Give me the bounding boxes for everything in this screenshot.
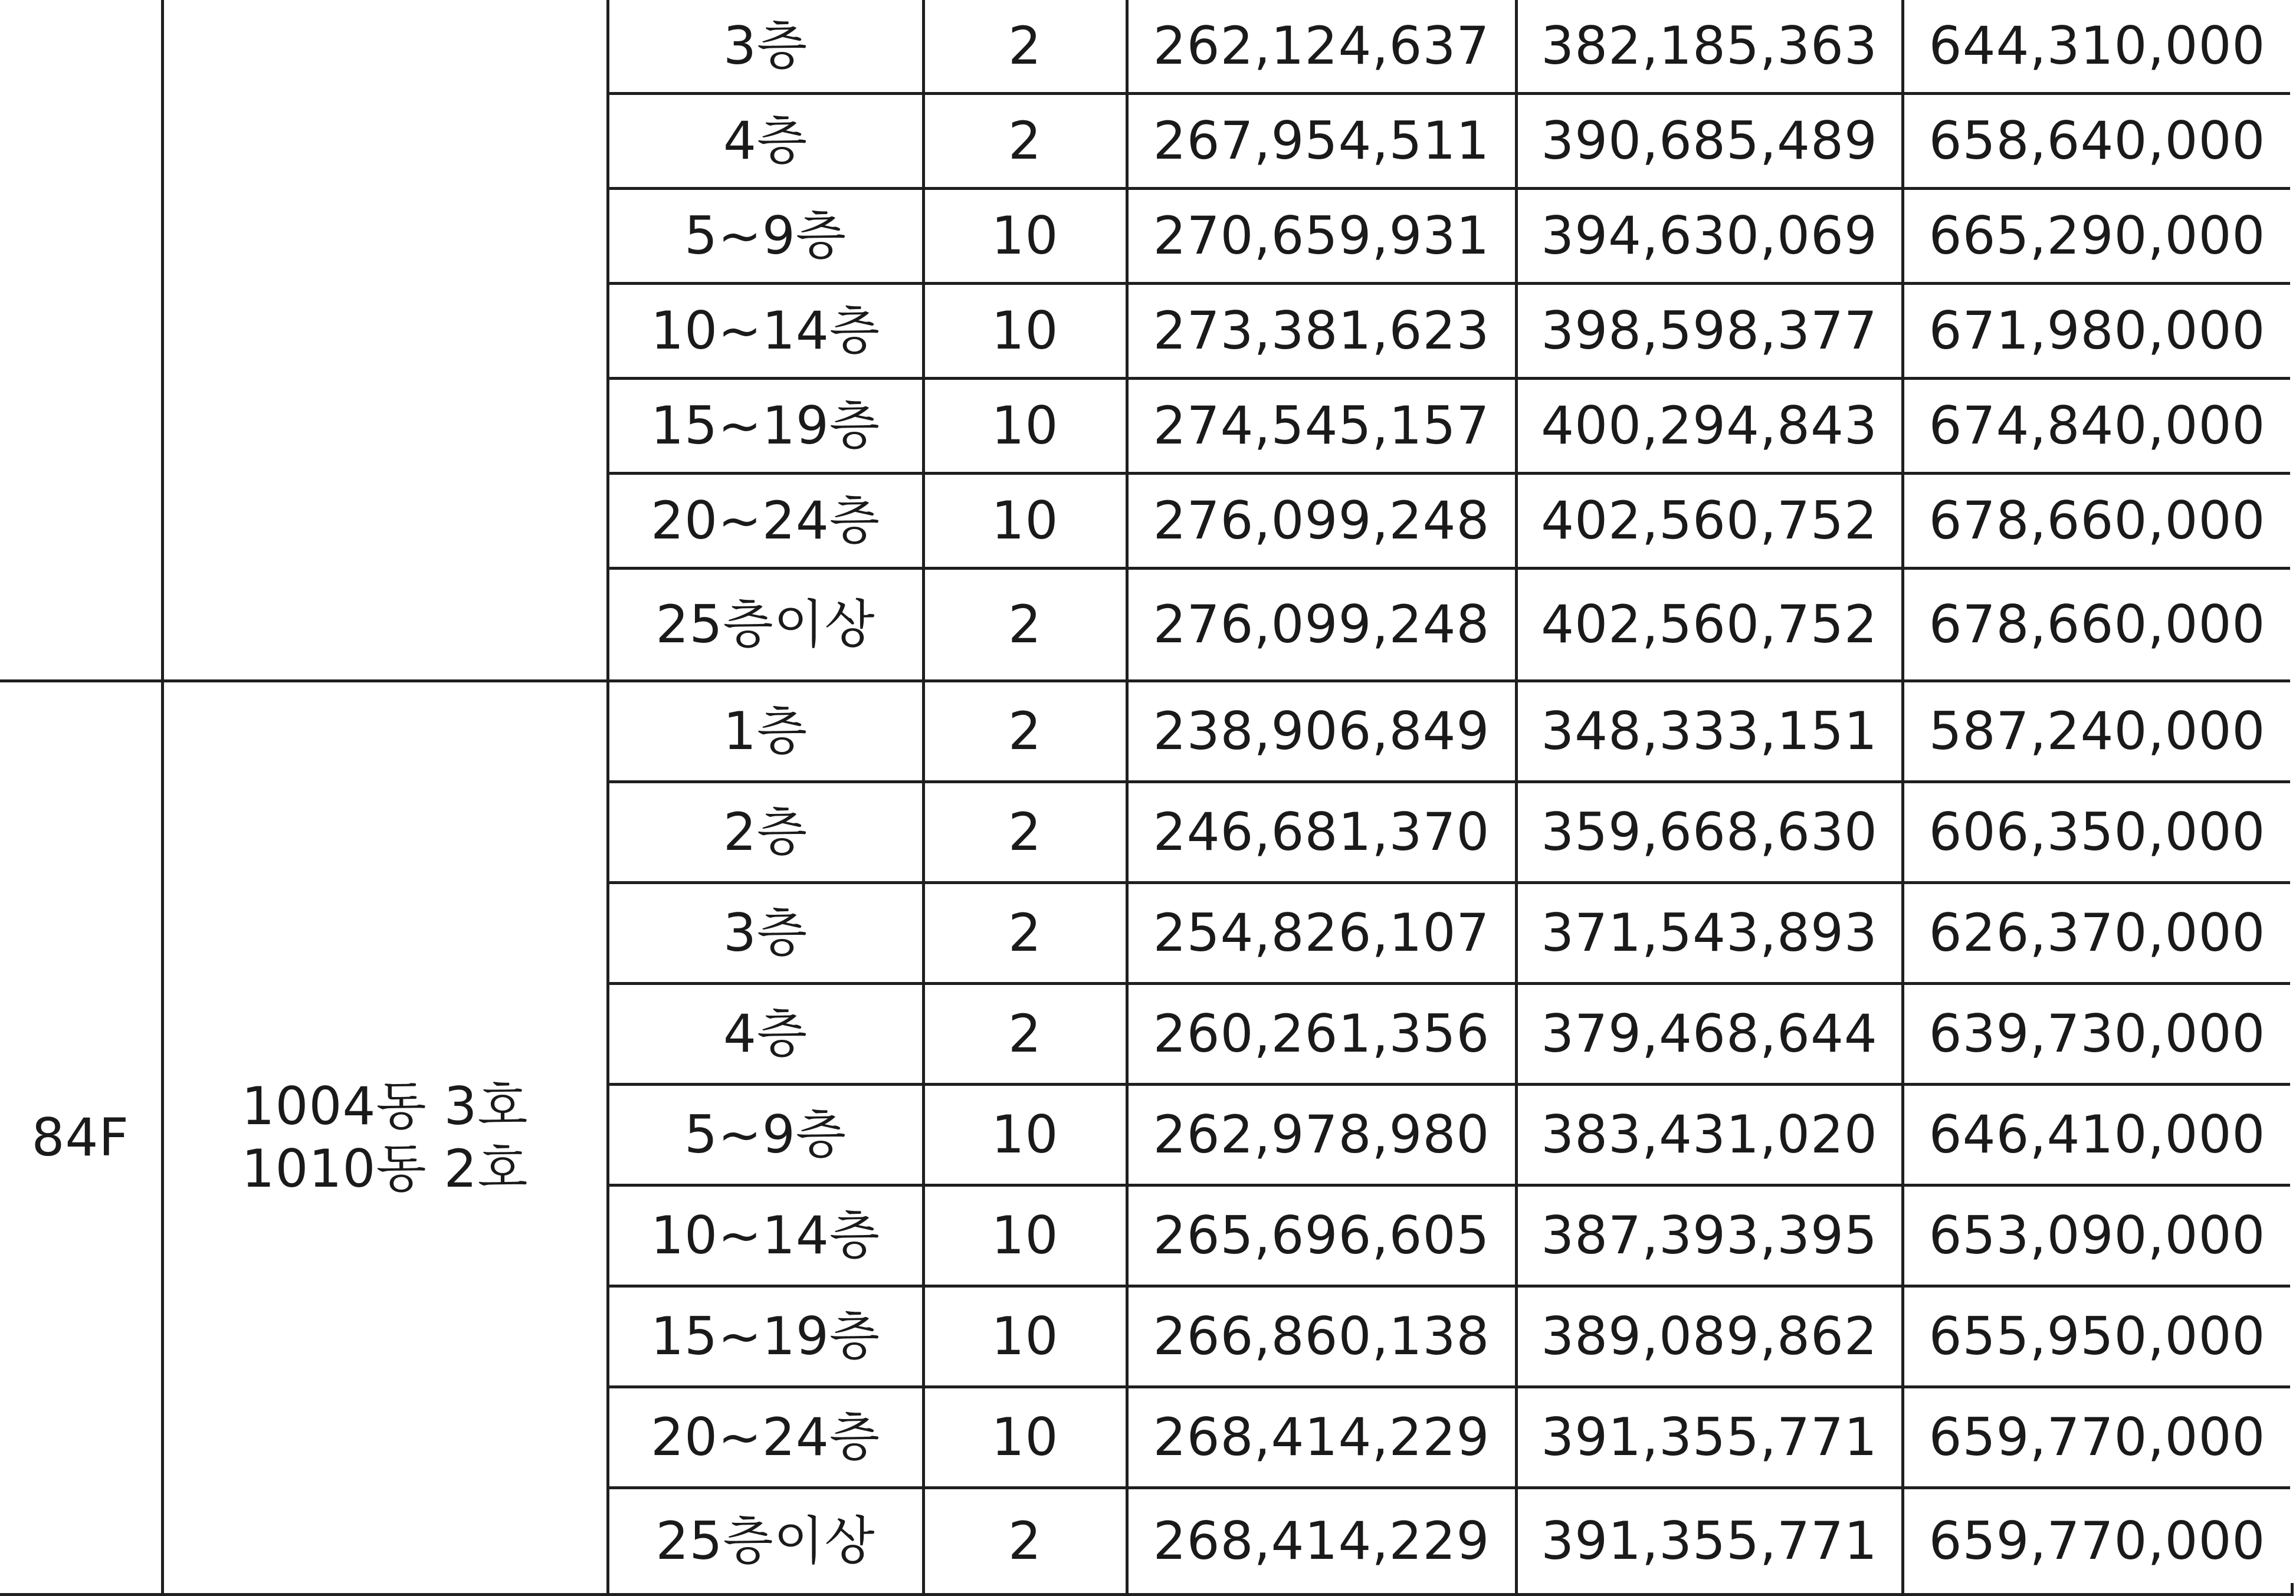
floor-cell: 4층 (608, 984, 923, 1085)
unit-type-cell: 84F (0, 681, 162, 1595)
floor-cell: 20~24층 (608, 474, 923, 569)
dong-ho-cell (162, 681, 608, 1595)
units-cell: 10 (923, 1387, 1127, 1488)
units-cell: 10 (923, 1185, 1127, 1286)
units-cell: 10 (923, 284, 1127, 379)
building-price-cell: 398,598,377 (1516, 284, 1903, 379)
units-cell: 2 (923, 569, 1127, 681)
total-price-cell: 639,730,000 (1903, 984, 2292, 1085)
building-price-cell: 400,294,843 (1516, 379, 1903, 474)
total-price-cell: 678,660,000 (1903, 569, 2292, 681)
type-cell-empty (0, 0, 162, 681)
floor-cell: 20~24층 (608, 1387, 923, 1488)
building-price-cell: 359,668,630 (1516, 782, 1903, 883)
building-price-cell: 402,560,752 (1516, 569, 1903, 681)
land-price-cell: 266,860,138 (1127, 1286, 1516, 1387)
total-price-cell: 655,950,000 (1903, 1286, 2292, 1387)
land-price-cell: 270,659,931 (1127, 189, 1516, 284)
building-price-cell: 394,630,069 (1516, 189, 1903, 284)
building-price-cell: 371,543,893 (1516, 883, 1903, 984)
floor-cell: 10~14층 (608, 1185, 923, 1286)
floor-cell: 5~9층 (608, 189, 923, 284)
dong-cell-empty (162, 0, 608, 681)
floor-cell: 25층이상 (608, 1488, 923, 1595)
total-price-cell: 646,410,000 (1903, 1085, 2292, 1185)
units-cell: 10 (923, 379, 1127, 474)
building-price-cell: 348,333,151 (1516, 681, 1903, 782)
land-price-cell: 268,414,229 (1127, 1387, 1516, 1488)
units-cell: 10 (923, 474, 1127, 569)
dong-ho-line: 1010동 2호 (241, 1138, 529, 1199)
units-cell: 10 (923, 1085, 1127, 1185)
floor-cell: 10~14층 (608, 284, 923, 379)
floor-cell: 15~19층 (608, 1286, 923, 1387)
floor-cell: 4층 (608, 94, 923, 189)
units-cell: 2 (923, 0, 1127, 94)
total-price-cell: 674,840,000 (1903, 379, 2292, 474)
land-price-cell: 268,414,229 (1127, 1488, 1516, 1595)
units-cell: 2 (923, 984, 1127, 1085)
land-price-cell: 273,381,623 (1127, 284, 1516, 379)
land-price-cell: 246,681,370 (1127, 782, 1516, 883)
units-cell: 2 (923, 883, 1127, 984)
land-price-cell: 276,099,248 (1127, 474, 1516, 569)
building-price-cell: 383,431,020 (1516, 1085, 1903, 1185)
total-price-cell: 626,370,000 (1903, 883, 2292, 984)
total-price-cell: 587,240,000 (1903, 681, 2292, 782)
land-price-cell: 276,099,248 (1127, 569, 1516, 681)
dong-ho-line: 1004동 3호 (241, 1076, 529, 1137)
table-row (0, 681, 2292, 782)
table-row (0, 0, 2292, 94)
building-price-cell: 382,185,363 (1516, 0, 1903, 94)
land-price-cell: 274,545,157 (1127, 379, 1516, 474)
floor-cell: 1층 (608, 681, 923, 782)
total-price-cell: 659,770,000 (1903, 1488, 2292, 1595)
floor-cell: 15~19층 (608, 379, 923, 474)
units-cell: 2 (923, 782, 1127, 883)
floor-cell: 5~9층 (608, 1085, 923, 1185)
total-price-cell: 658,640,000 (1903, 94, 2292, 189)
building-price-cell: 387,393,395 (1516, 1185, 1903, 1286)
total-price-cell: 659,770,000 (1903, 1387, 2292, 1488)
total-price-cell: 653,090,000 (1903, 1185, 2292, 1286)
building-price-cell: 391,355,771 (1516, 1488, 1903, 1595)
units-cell: 2 (923, 94, 1127, 189)
total-price-cell: 678,660,000 (1903, 474, 2292, 569)
land-price-cell: 260,261,356 (1127, 984, 1516, 1085)
page-edge (2290, 0, 2296, 1583)
land-price-cell: 262,978,980 (1127, 1085, 1516, 1185)
building-price-cell: 402,560,752 (1516, 474, 1903, 569)
total-price-cell: 671,980,000 (1903, 284, 2292, 379)
units-cell: 2 (923, 681, 1127, 782)
total-price-cell: 606,350,000 (1903, 782, 2292, 883)
building-price-cell: 379,468,644 (1516, 984, 1903, 1085)
land-price-cell: 267,954,511 (1127, 94, 1516, 189)
floor-cell: 3층 (608, 0, 923, 94)
building-price-cell: 391,355,771 (1516, 1387, 1903, 1488)
total-price-cell: 665,290,000 (1903, 189, 2292, 284)
building-price-cell: 390,685,489 (1516, 94, 1903, 189)
units-cell: 10 (923, 189, 1127, 284)
floor-cell: 3층 (608, 883, 923, 984)
land-price-cell: 254,826,107 (1127, 883, 1516, 984)
building-price-cell: 389,089,862 (1516, 1286, 1903, 1387)
land-price-cell: 262,124,637 (1127, 0, 1516, 94)
total-price-cell: 644,310,000 (1903, 0, 2292, 94)
floor-cell: 2층 (608, 782, 923, 883)
land-price-cell: 265,696,605 (1127, 1185, 1516, 1286)
units-cell: 2 (923, 1488, 1127, 1595)
floor-cell: 25층이상 (608, 569, 923, 681)
land-price-cell: 238,906,849 (1127, 681, 1516, 782)
units-cell: 10 (923, 1286, 1127, 1387)
